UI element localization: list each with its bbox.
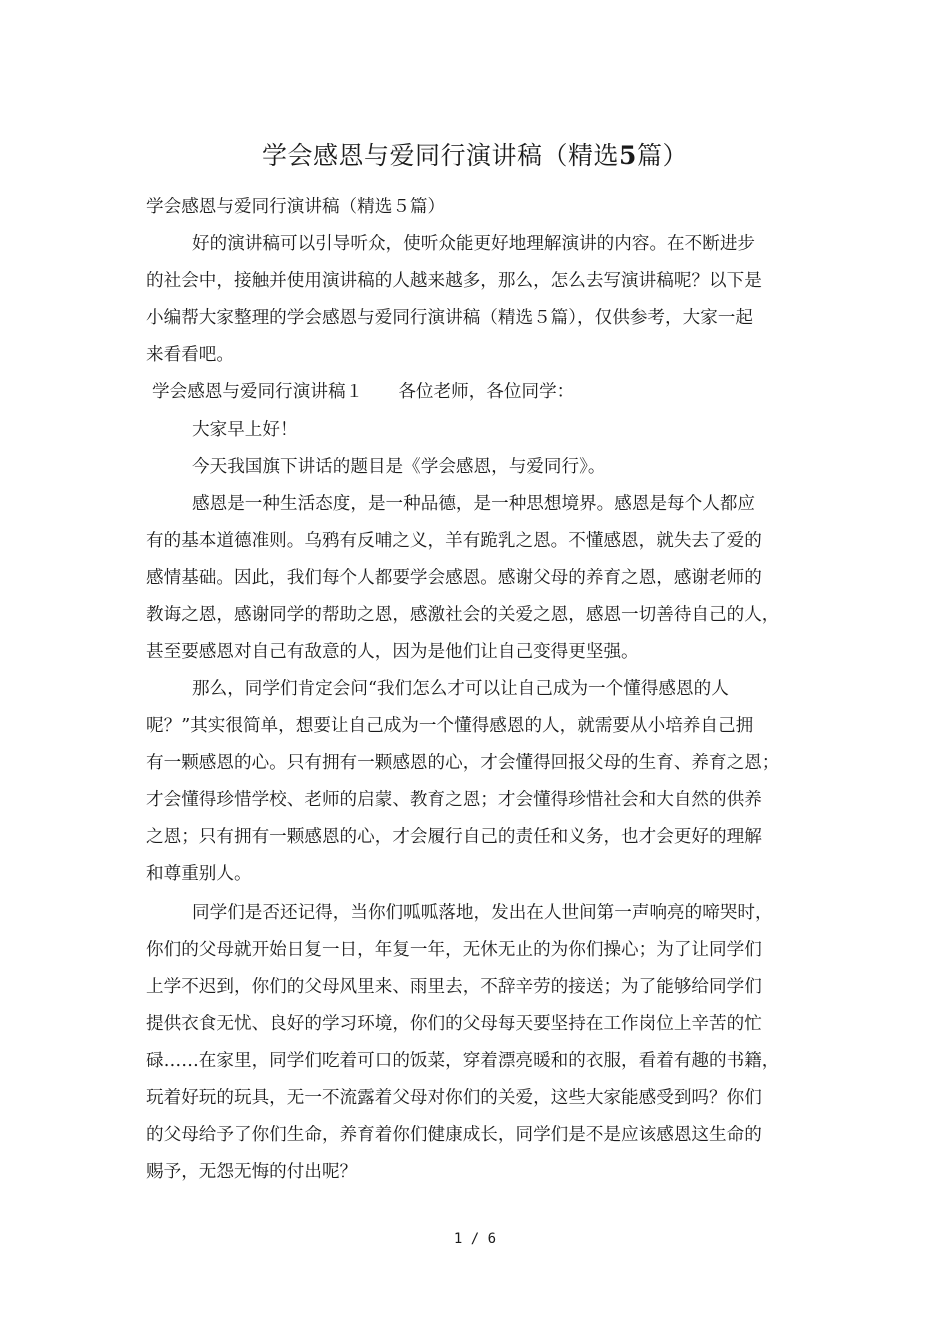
paragraph-line: 大家早上好！ <box>192 420 298 440</box>
paragraph-line: 才会懂得珍惜学校、老师的启蒙、教育之恩；才会懂得珍惜社会和大自然的供养 <box>146 790 762 810</box>
paragraph-line: 呢？”其实很简单，想要让自己成为一个懂得感恩的人，就需要从小培养自己拥 <box>146 716 754 736</box>
paragraph-line: 今天我国旗下讲话的题目是《学会感恩，与爱同行》。 <box>192 457 606 477</box>
paragraph-line: 提供衣食无忧、良好的学习环境，你们的父母每天要坚持在工作岗位上辛苦的忙 <box>146 1014 762 1034</box>
paragraph-line: 来看看吧。 <box>146 345 234 365</box>
paragraph-line: 同学们是否还记得，当你们呱呱落地，发出在人世间第一声响亮的啼哭时， <box>192 903 773 923</box>
paragraph-line: 感恩是一种生活态度，是一种品德，是一种思想境界。感恩是每个人都应 <box>192 494 756 514</box>
paragraph-line: 上学不迟到，你们的父母风里来、雨里去，不辞辛劳的接送；为了能够给同学们 <box>146 977 762 997</box>
paragraph-line: 的父母给予了你们生命，养育着你们健康成长，同学们是不是应该感恩这生命的 <box>146 1125 762 1145</box>
page-number: 1 / 6 <box>453 1231 497 1247</box>
document-title: 学会感恩与爱同行演讲稿（精选5篇） <box>262 141 688 170</box>
subtitle-line: 学会感恩与爱同行演讲稿（精选５篇） <box>146 197 446 217</box>
paragraph-line: 玩着好玩的玩具，无一不流露着父母对你们的关爱，这些大家能感受到吗？你们 <box>146 1088 762 1108</box>
paragraph-line: 教诲之恩，感谢同学的帮助之恩，感激社会的关爱之恩，感恩一切善待自己的人， <box>146 605 780 625</box>
paragraph-line: 之恩；只有拥有一颗感恩的心，才会履行自己的责任和义务，也才会更好的理解 <box>146 827 762 847</box>
paragraph-line: 碌……在家里，同学们吃着可口的饭菜，穿着漂亮暖和的衣服，看着有趣的书籍， <box>146 1051 780 1071</box>
paragraph-line: 和尊重别人。 <box>146 864 252 884</box>
section-heading: 学会感恩与爱同行演讲稿１ 各位老师，各位同学： <box>152 382 575 402</box>
paragraph-line: 好的演讲稿可以引导听众，使听众能更好地理解演讲的内容。在不断进步 <box>192 234 756 254</box>
paragraph-line: 的社会中，接触并使用演讲稿的人越来越多，那么，怎么去写演讲稿呢？以下是 <box>146 271 762 291</box>
paragraph-line: 那么，同学们肯定会问“我们怎么才可以让自己成为一个懂得感恩的人 <box>192 679 729 699</box>
paragraph-line: 感情基础。因此，我们每个人都要学会感恩。感谢父母的养育之恩，感谢老师的 <box>146 568 762 588</box>
paragraph-line: 有的基本道德准则。乌鸦有反哺之义，羊有跪乳之恩。不懂感恩，就失去了爱的 <box>146 531 762 551</box>
paragraph-line: 赐予，无怨无悔的付出呢？ <box>146 1162 358 1182</box>
paragraph-line: 有一颗感恩的心。只有拥有一颗感恩的心，才会懂得回报父母的生育、养育之恩； <box>146 753 780 773</box>
paragraph-line: 甚至要感恩对自己有敌意的人，因为是他们让自己变得更坚强。 <box>146 642 639 662</box>
paragraph-line: 你们的父母就开始日复一日，年复一年，无休无止的为你们操心；为了让同学们 <box>146 940 762 960</box>
paragraph-line: 小编帮大家整理的学会感恩与爱同行演讲稿（精选５篇），仅供参考，大家一起 <box>146 308 753 328</box>
